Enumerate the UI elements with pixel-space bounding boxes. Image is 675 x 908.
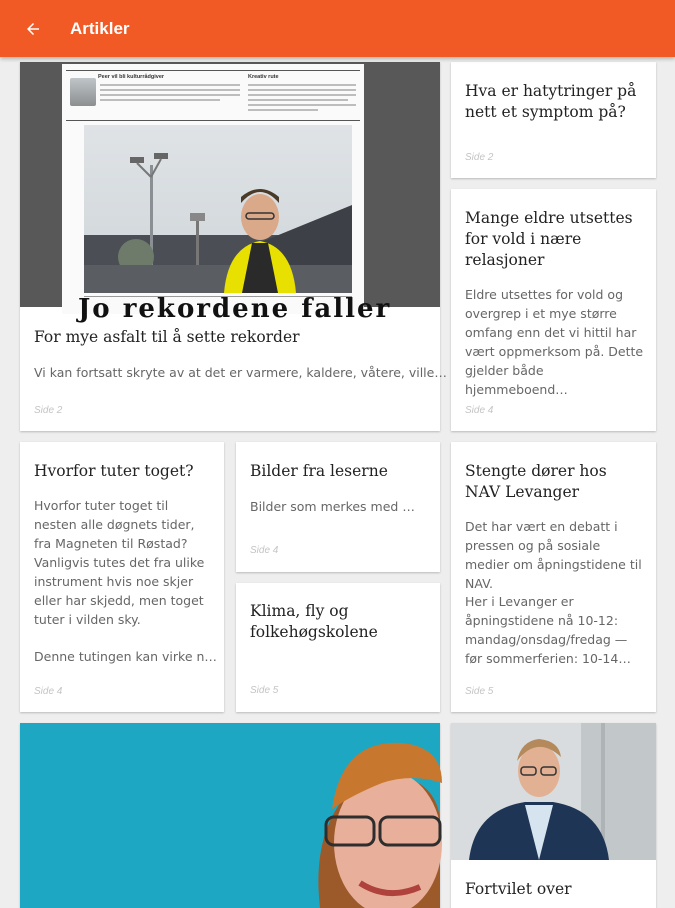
- back-button[interactable]: [22, 18, 44, 40]
- article-excerpt: Bilder som merkes med …: [250, 499, 415, 514]
- article-excerpt-continued: Denne tutingen kan virke n…: [34, 649, 217, 664]
- article-title: For mye asfalt til å sette rekorder: [34, 328, 300, 346]
- newspaper-scan-image: [20, 62, 440, 324]
- article-card-fortvilet[interactable]: [451, 723, 656, 908]
- article-card-klima-fly[interactable]: [236, 583, 440, 712]
- article-excerpt-continued: Her i Levanger er åpningstidene nå 10-12: mandag/onsdag/fredag — før sommerferien: 10-14…: [465, 594, 631, 666]
- article-page: Side 4: [250, 545, 279, 556]
- article-title: Mange eldre utsettes for vold i nære relasjoner: [465, 209, 633, 269]
- scan-header-right: Kreativ rute: [248, 74, 279, 80]
- article-excerpt: Hvorfor tuter toget til nesten alle døgnets tider, fra Magneten til Røstad? Vanligvis tutes det fra ulike instrument hvis noe skjer eller har skjedd, men toget tuter i vilden sky.: [34, 498, 205, 627]
- page-title: Artikler: [70, 18, 130, 38]
- article-title: Bilder fra leserne: [250, 462, 388, 480]
- article-page: Side 5: [250, 685, 279, 696]
- article-page: Side 4: [465, 405, 494, 416]
- article-card-eldre-vold[interactable]: [451, 189, 656, 431]
- scan-headline-fragment: Jo rekordene faller: [78, 294, 392, 324]
- article-card-hatytringer[interactable]: [451, 62, 656, 178]
- article-excerpt: Det har vært en debatt i pressen og på sosiale medier om åpningstidene til NAV.: [465, 519, 642, 591]
- article-excerpt: Vi kan fortsatt skryte av at det er varmere, kaldere, våtere, ville…: [34, 365, 447, 380]
- article-page: Side 4: [34, 686, 63, 697]
- article-title: Klima, fly og folkehøgskolene: [250, 602, 378, 641]
- article-page: Side 2: [465, 152, 494, 163]
- article-title: Stengte dører hos NAV Levanger: [465, 462, 607, 501]
- arrow-left-icon: [24, 20, 42, 38]
- article-title: Fortvilet over: [465, 880, 572, 898]
- scan-photo: [84, 125, 352, 293]
- scan-header-left: Peer vil bli kulturrådgiver: [98, 74, 165, 80]
- article-page: Side 5: [465, 686, 494, 697]
- article-card-nav-levanger[interactable]: [451, 442, 656, 712]
- article-card-tuter-toget[interactable]: [20, 442, 224, 712]
- article-page: Side 2: [34, 405, 63, 416]
- article-title: Hva er hatytringer på nett et symptom på?: [465, 82, 637, 121]
- article-card-teal-portrait[interactable]: [20, 723, 440, 908]
- article-card-asfalt[interactable]: [20, 62, 447, 431]
- woman-portrait-image: [20, 723, 440, 908]
- app-bar: [0, 0, 675, 57]
- article-card-bilder-leserne[interactable]: [236, 442, 440, 572]
- article-title: Hvorfor tuter toget?: [34, 462, 194, 480]
- article-excerpt: Eldre utsettes for vold og overgrep i et mye større omfang enn det vi hittil har vært oppmerksom på. Dette gjelder både hjemmeboend…: [465, 287, 644, 397]
- man-portrait-image: [451, 723, 656, 860]
